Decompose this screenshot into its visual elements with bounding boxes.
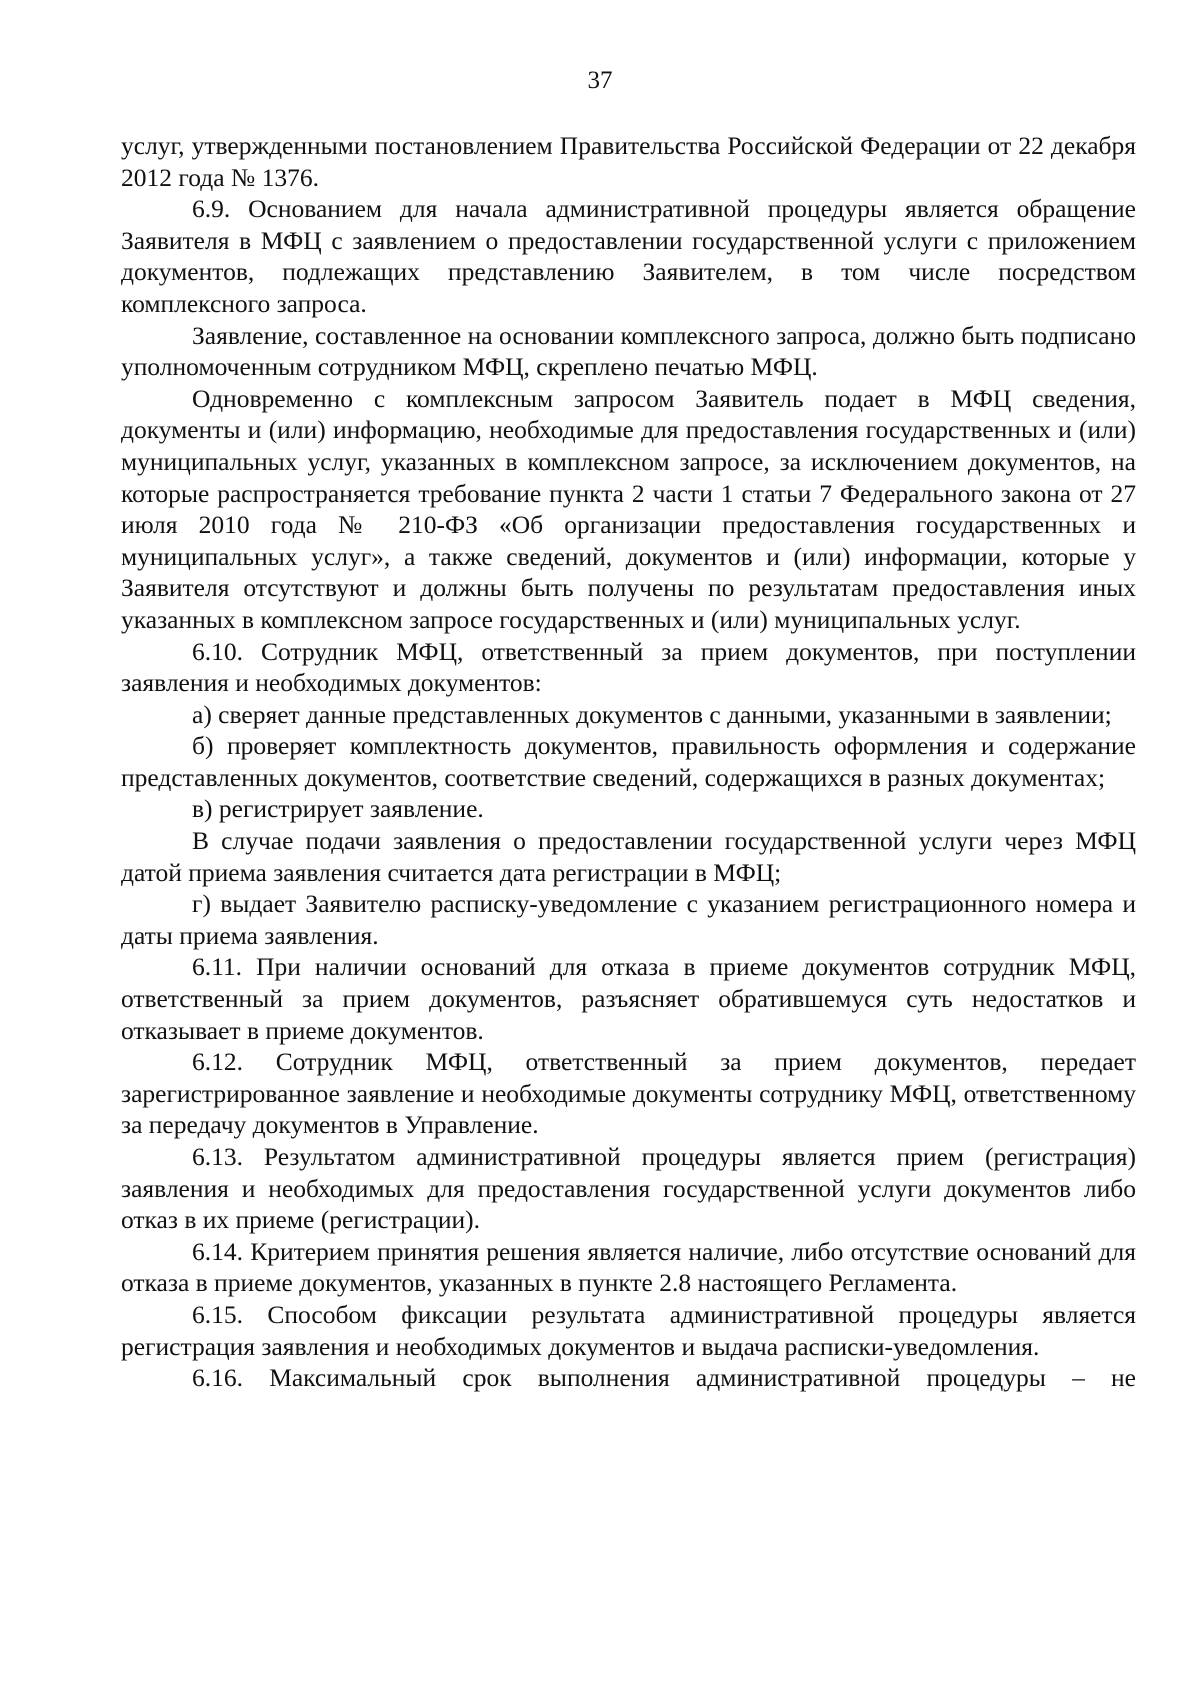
paragraph: 6.9. Основанием для начала административной процедуры является обращение Заявителя в МФЦ с заявлением о предоставлении государственной услуги с приложением документов, подлежащих представлению Заявителем, в том числе посредством комплексного запроса. (121, 194, 1136, 318)
paragraph: 6.16. Максимальный срок выполнения административной процедуры – не (192, 1363, 1136, 1393)
paragraph: г) выдает Заявителю расписку-уведомление с указанием регистрационного номера и даты приема заявления. (121, 889, 1136, 950)
paragraph: 6.14. Критерием принятия решения является наличие, либо отсутствие оснований для отказа в приеме документов, указанных в пункте 2.8 настоящего Регламента. (121, 1236, 1136, 1298)
paragraph: 6.13. Результатом административной процедуры является прием (регистрация) заявления и необходимых для предоставления государственной услуги документов либо отказ в их приеме (регистрации). (121, 1142, 1136, 1235)
paragraph: Заявление, составленное на основании комплексного запроса, должно быть подписано уполномоченным сотрудником МФЦ, скреплено печатью МФЦ. (121, 320, 1136, 382)
paragraph: Одновременно с комплексным запросом Заявитель подает в МФЦ сведения, документы и (или) информацию, необходимые для предоставления государственных и (или) муниципальных услуг, указанных в комплексном запросе, за исключением документов, на которые распространяется требование пункта 2 части 1 статьи 7 Федерального закона от 27 июля 2010 года № 210-ФЗ «Об организации предоставления государственных и муниципальных услуг», а также сведений, документов и (или) информации, которые у Заявителя отсутствуют и должны быть получены по результатам предоставления иных указанных в комплексном запросе государственных и (или) муниципальных услуг. (121, 383, 1136, 634)
paragraph: 6.15. Способом фиксации результата административной процедуры является регистрация заявления и необходимых документов и выдача расписки-уведомления. (121, 1299, 1136, 1361)
paragraph: б) проверяет комплектность документов, правильность оформления и содержание представленных документов, соответствие сведений, содержащихся в разных документах; (121, 731, 1136, 792)
paragraph: 6.10. Сотрудник МФЦ, ответственный за прием документов, при поступлении заявления и необходимых документов: (121, 636, 1136, 698)
document-body (121, 130, 1136, 1394)
paragraph: а) сверяет данные представленных документов с данными, указанными в заявлении; (192, 699, 1112, 729)
page-number: 37 (587, 67, 613, 94)
paragraph: 6.11. При наличии оснований для отказа в приеме документов сотрудник МФЦ, ответственный за прием документов, разъясняет обратившемуся суть недостатков и отказывает в приеме документов. (121, 952, 1136, 1045)
paragraph: 6.12. Сотрудник МФЦ, ответственный за прием документов, передает зарегистрированное заявление и необходимые документы сотруднику МФЦ, ответственному за передачу документов в Управление. (121, 1047, 1136, 1140)
paragraph: в) регистрирует заявление. (192, 794, 484, 824)
paragraph: услуг, утвержденными постановлением Правительства Российской Федерации от 22 декабря 2012 года № 1376. (121, 131, 1136, 192)
paragraph: В случае подачи заявления о предоставлении государственной услуги через МФЦ датой приема заявления считается дата регистрации в МФЦ; (121, 826, 1136, 887)
